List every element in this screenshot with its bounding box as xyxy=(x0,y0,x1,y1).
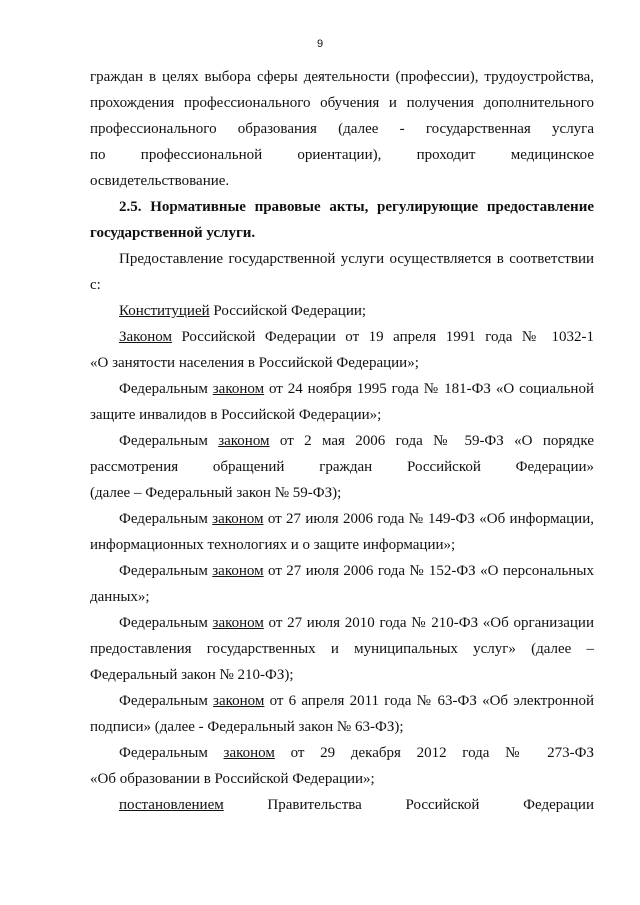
employment-law-link[interactable]: Законом xyxy=(119,329,172,345)
intro-line xyxy=(119,246,594,272)
law-59-fz-link[interactable]: законом xyxy=(218,433,270,449)
body-line-orientation xyxy=(90,142,594,168)
law-181-fz-link[interactable]: законом xyxy=(212,381,265,397)
act-employment-law xyxy=(119,324,594,350)
line-text: Федеральный закон № 210-ФЗ); xyxy=(90,667,294,683)
act-273-fz xyxy=(119,740,594,766)
line-text: Российской Федерации от 19 апреля 1991 года № 1032-1 xyxy=(171,329,594,345)
line-text: Федеральным xyxy=(119,433,219,449)
law-273-fz-link[interactable]: законом xyxy=(223,745,275,761)
act-273-fz-end xyxy=(90,766,594,792)
line-text: рассмотрения обращений граждан Российской Федерации» xyxy=(90,459,594,475)
section-heading: государственной услуги. xyxy=(90,225,256,241)
line-text: освидетельствование. xyxy=(90,173,230,189)
act-181-fz xyxy=(119,376,594,402)
line-text: Предоставление государственной услуги осуществляется в соответствии xyxy=(119,251,594,267)
line-text: «Об образовании в Российской Федерации»; xyxy=(90,771,375,787)
line-text: (далее – Федеральный закон № 59-ФЗ); xyxy=(90,485,342,501)
line-text: от 24 ноября 1995 года № 181-ФЗ «О социальной xyxy=(264,381,594,397)
act-government-decree xyxy=(119,792,594,818)
body-line-education xyxy=(90,116,594,142)
act-employment-law-end xyxy=(90,350,594,376)
line-text: Федеральным xyxy=(119,615,213,631)
section-heading-line xyxy=(119,194,594,220)
act-210-fz-cont xyxy=(90,636,594,662)
act-149-fz xyxy=(119,506,594,532)
law-152-fz-link[interactable]: законом xyxy=(212,563,264,579)
line-text: от 27 июля 2006 года № 152-ФЗ «О персональных xyxy=(263,563,594,579)
line-text: данных»; xyxy=(90,589,150,605)
line-text: информационных технологиях и о защите информации»; xyxy=(90,537,456,553)
act-constitution xyxy=(119,298,594,324)
body-line-training xyxy=(90,90,594,116)
body-line-professions xyxy=(90,64,594,90)
line-text: Федеральным xyxy=(119,745,224,761)
page-number: 9 xyxy=(316,38,324,50)
line-text: предоставления государственных и муниципальных услуг» (далее – xyxy=(90,641,594,657)
intro-line-end xyxy=(90,272,594,298)
line-text: от 27 июля 2006 года № 149-ФЗ «Об информации, xyxy=(263,511,594,527)
act-210-fz xyxy=(119,610,594,636)
line-text: Федеральным xyxy=(119,693,214,709)
law-210-fz-link[interactable]: законом xyxy=(212,615,264,631)
body-line-examination xyxy=(90,168,594,194)
act-149-fz-end xyxy=(90,532,594,558)
line-text: Российской Федерации; xyxy=(209,303,367,319)
law-63-fz-link[interactable]: законом xyxy=(213,693,265,709)
section-heading-line-end xyxy=(90,220,594,246)
line-text: граждан в целях выбора сферы деятельности (профессии), трудоустройства, xyxy=(90,69,594,85)
act-63-fz xyxy=(119,688,594,714)
line-text: с: xyxy=(90,277,101,293)
government-decree-link[interactable]: постановлением xyxy=(119,797,224,813)
section-heading: 2.5. Нормативные правовые акты, регулирующие предоставление xyxy=(119,199,594,215)
line-text: Федеральным xyxy=(119,381,213,397)
law-149-fz-link[interactable]: законом xyxy=(212,511,264,527)
line-text: по профессиональной ориентации), проходит медицинское xyxy=(90,147,594,163)
line-text: от 29 декабря 2012 года № 273-ФЗ xyxy=(274,745,594,761)
line-text: «О занятости населения в Российской Федерации»; xyxy=(90,355,419,371)
act-59-fz-cont xyxy=(90,454,594,480)
act-152-fz-end xyxy=(90,584,594,610)
act-59-fz xyxy=(119,428,594,454)
line-text: от 2 мая 2006 года № 59-ФЗ «О порядке xyxy=(269,433,594,449)
line-text: Федеральным xyxy=(119,511,213,527)
constitution-link[interactable]: Конституцией xyxy=(119,303,210,319)
line-text: подписи» (далее - Федеральный закон № 63-ФЗ); xyxy=(90,719,404,735)
line-text: от 27 июля 2010 года № 210-ФЗ «Об организации xyxy=(263,615,594,631)
line-text: профессионального образования (далее - государственная услуга xyxy=(90,121,594,137)
act-59-fz-end xyxy=(90,480,594,506)
act-152-fz xyxy=(119,558,594,584)
line-text: Федеральным xyxy=(119,563,213,579)
line-text: Правительства Российской Федерации xyxy=(223,797,594,813)
act-63-fz-end xyxy=(90,714,594,740)
line-text: прохождения профессионального обучения и получения дополнительного xyxy=(90,95,594,111)
line-text: от 6 апреля 2011 года № 63-ФЗ «Об электронной xyxy=(264,693,594,709)
line-text: защите инвалидов в Российской Федерации»; xyxy=(90,407,382,423)
act-181-fz-end xyxy=(90,402,594,428)
act-210-fz-end xyxy=(90,662,594,688)
